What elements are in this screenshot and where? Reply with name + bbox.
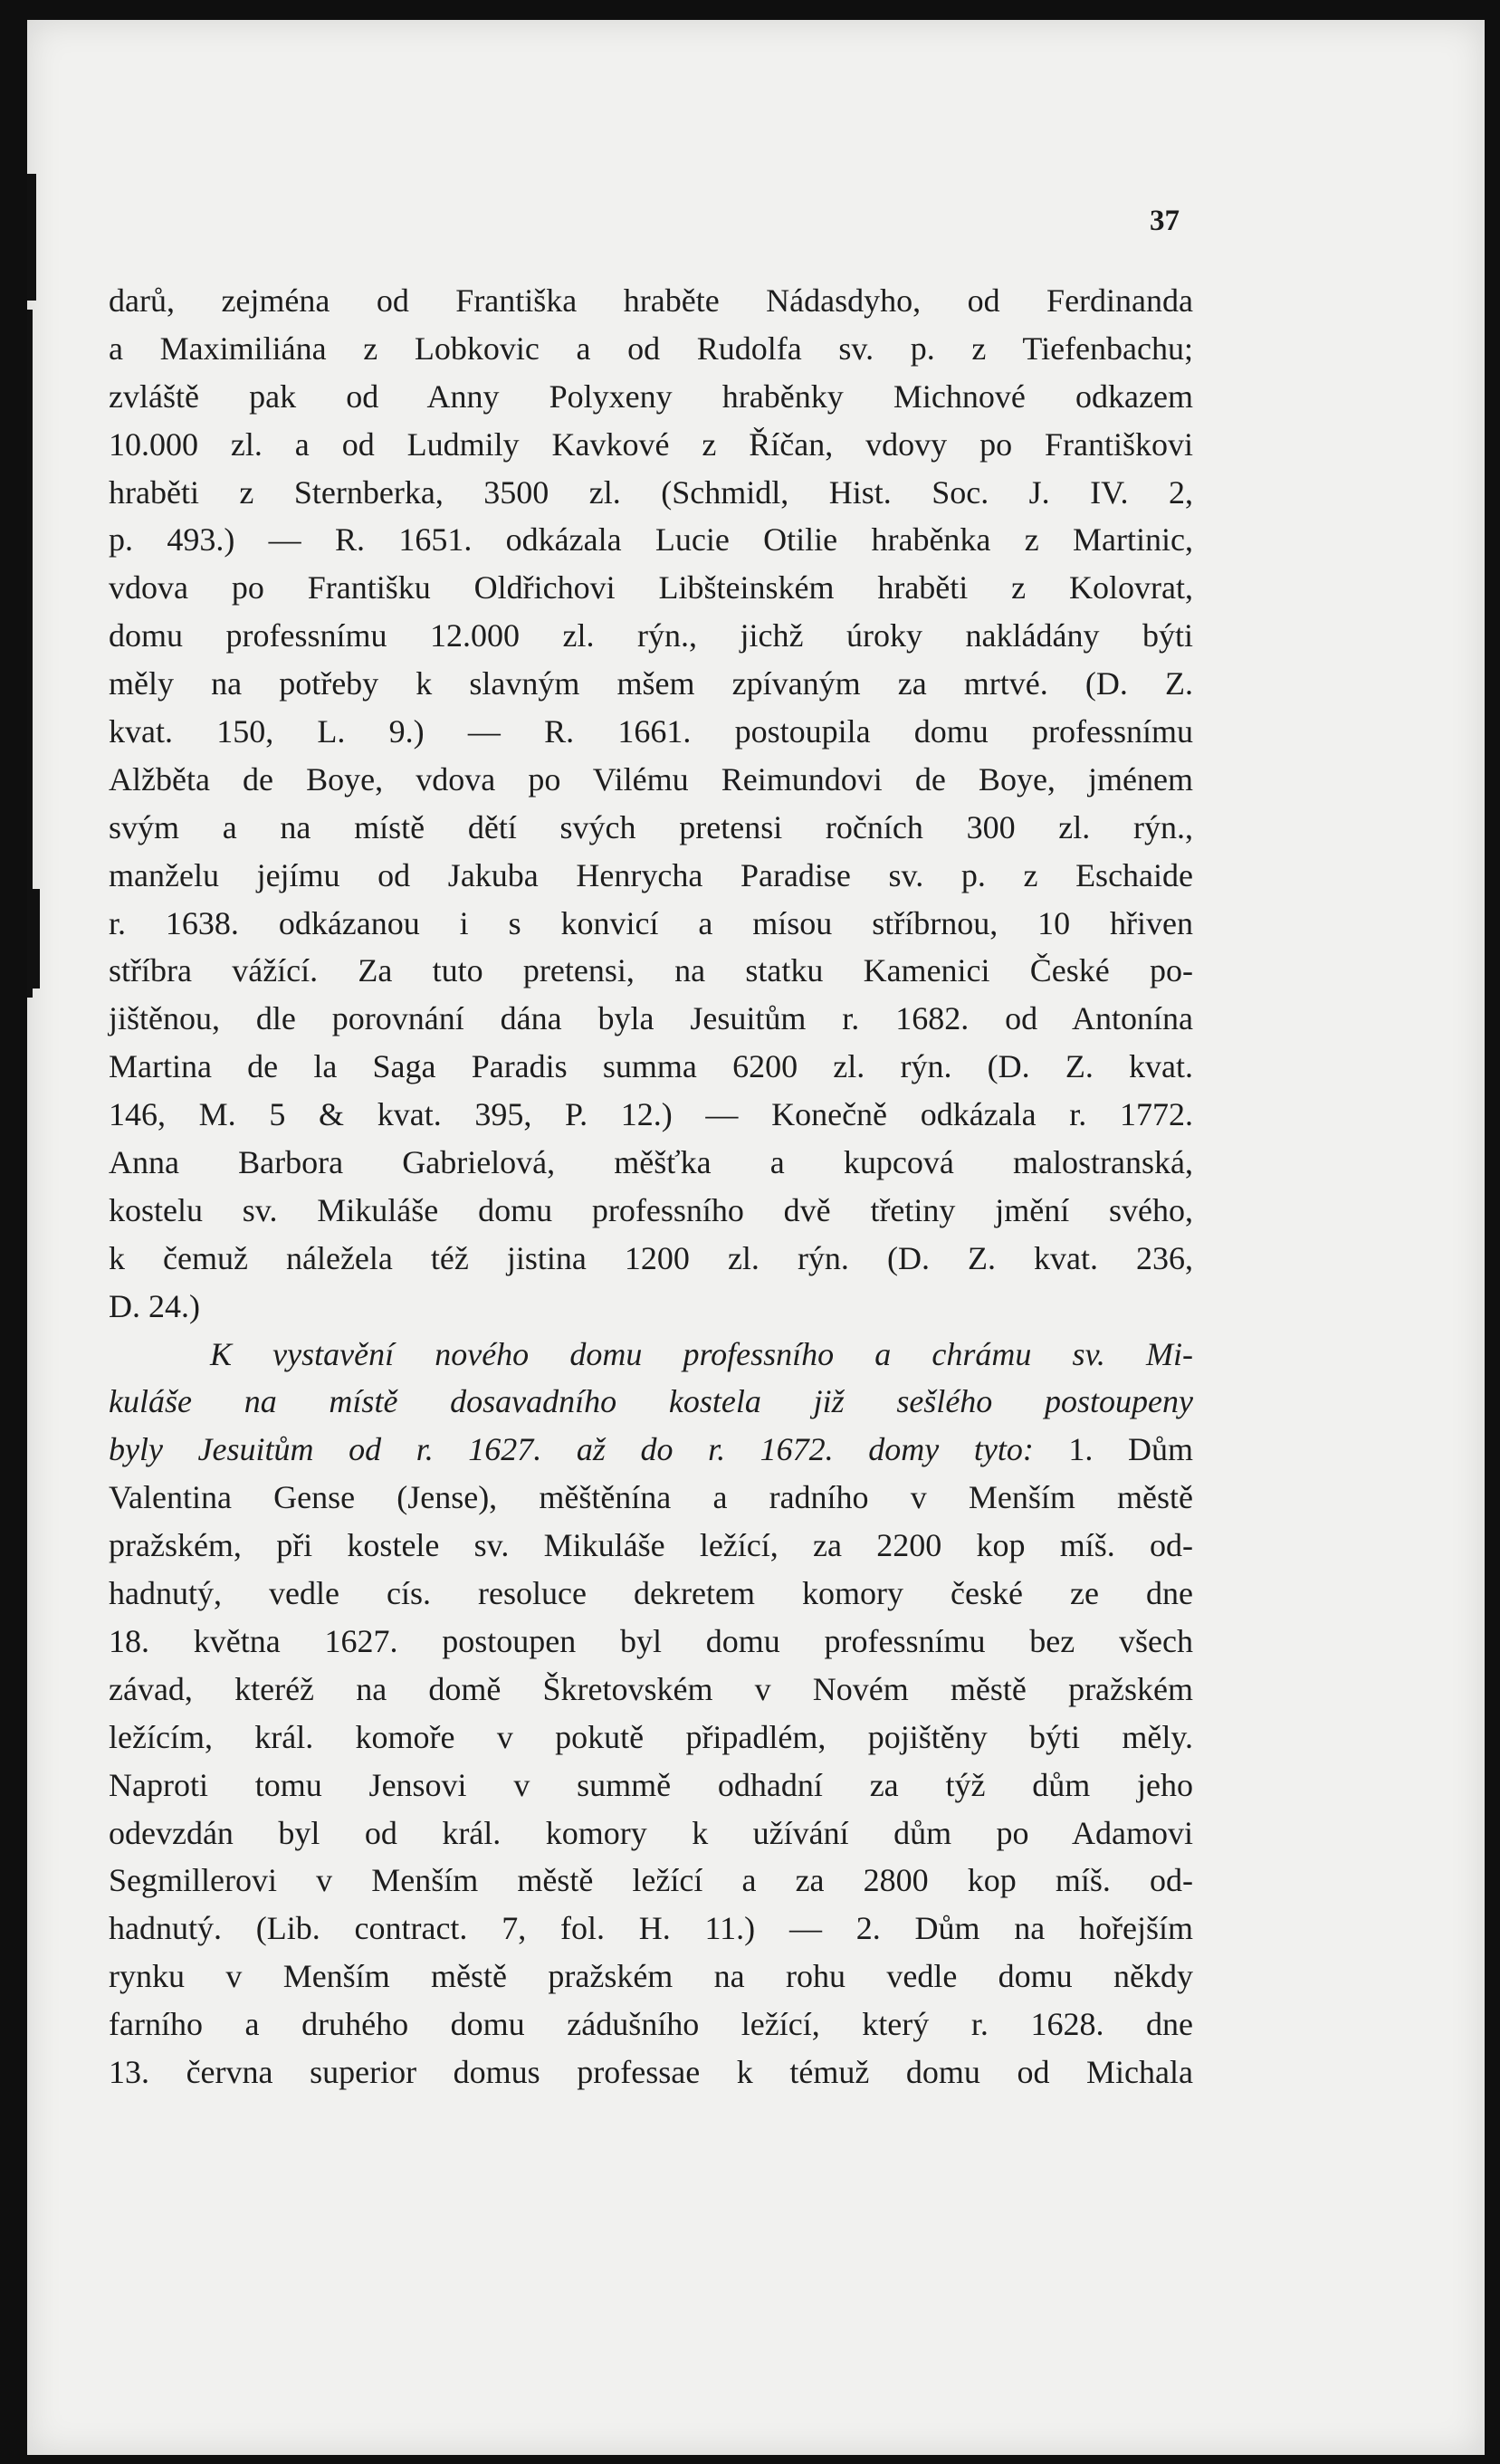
text-line: stříbra vážící. Za tuto pretensi, na statku Kamenici České po-	[109, 952, 1193, 989]
italic-heading-line: K vystavění nového domu professního a chrámu sv. Mi-	[210, 1335, 1193, 1372]
binding-mark	[27, 889, 40, 988]
page-number: 37	[1150, 205, 1180, 237]
text-line: Martina de la Saga Paradis summa 6200 zl. rýn. (D. Z. kvat.	[109, 1048, 1193, 1085]
text-line: jištěnou, dle porovnání dána byla Jesuitům r. 1682. od Antonína	[109, 1000, 1193, 1037]
mixed-heading-line	[109, 1426, 1193, 1474]
text-line: kostelu sv. Mikuláše domu professního dvě třetiny jmění svého,	[109, 1191, 1193, 1228]
text-line: svým a na místě dětí svých pretensi ročních 300 zl. rýn.,	[109, 808, 1193, 845]
binding-mark	[27, 174, 36, 301]
text-line: hraběti z Sternberka, 3500 zl. (Schmidl, Hist. Soc. J. IV. 2,	[109, 473, 1193, 511]
text-line: ležícím, král. komoře v pokutě připadlém, pojištěny býti měly.	[109, 1718, 1193, 1755]
text-line: kvat. 150, L. 9.) — R. 1661. postoupila domu professnímu	[109, 713, 1193, 750]
text-line: zvláště pak od Anny Polyxeny hraběnky Michnové odkazem	[109, 377, 1193, 415]
text-line: Naproti tomu Jensovi v summě odhadní za týž dům jeho	[109, 1766, 1193, 1803]
text-line: a Maximiliána z Lobkovic a od Rudolfa sv. p. z Tiefenbachu;	[109, 329, 1193, 367]
roman-fragment: 1. Dům	[1033, 1431, 1193, 1468]
text-line: r. 1638. odkázanou i s konvicí a mísou stříbrnou, 10 hřiven	[109, 904, 1193, 941]
text-line: hadnutý, vedle cís. resoluce dekretem komory české ze dne	[109, 1575, 1193, 1612]
text-line: pražském, při kostele sv. Mikuláše ležící, za 2200 kop míš. od-	[109, 1527, 1193, 1564]
text-line: p. 493.) — R. 1651. odkázala Lucie Otilie hraběnka z Martinic,	[109, 521, 1193, 559]
text-line: domu professnímu 12.000 zl. rýn., jichž úroky nakládány býti	[109, 617, 1193, 654]
text-line: rynku v Menším městě pražském na rohu vedle domu někdy	[109, 1958, 1193, 1995]
text-line: odevzdán byl od král. komory k užívání dům po Adamovi	[109, 1814, 1193, 1851]
text-line: D. 24.)	[109, 1287, 200, 1324]
text-line: 13. června superior domus professae k témuž domu od Michala	[109, 2053, 1193, 2090]
text-line: Segmillerovi v Menším městě ležící a za 2800 kop míš. od-	[109, 1862, 1193, 1899]
text-line: 18. května 1627. postoupen byl domu professnímu bez všech	[109, 1622, 1193, 1659]
text-line: 10.000 zl. a od Ludmily Kavkové z Říčan, vdovy po Františkovi	[109, 425, 1193, 463]
text-line: 146, M. 5 & kvat. 395, P. 12.) — Konečně odkázala r. 1772.	[109, 1096, 1193, 1133]
body-text	[109, 277, 1193, 2096]
text-line: hadnutý. (Lib. contract. 7, fol. H. 11.) — 2. Dům na hořejším	[109, 1910, 1193, 1947]
text-line: Alžběta de Boye, vdova po Vilému Reimundovi de Boye, jménem	[109, 760, 1193, 797]
text-line: darů, zejména od Františka hraběte Nádasdyho, od Ferdinanda	[109, 282, 1193, 319]
text-line: k čemuž náležela též jistina 1200 zl. rýn. (D. Z. kvat. 236,	[109, 1239, 1193, 1276]
text-line: manželu jejímu od Jakuba Henrycha Paradise sv. p. z Eschaide	[109, 856, 1193, 893]
text-line: Anna Barbora Gabrielová, měšťka a kupcová malostranská,	[109, 1144, 1193, 1181]
italic-heading-line: kuláše na místě dosavadního kostela již sešlého postoupeny	[109, 1383, 1193, 1420]
italic-heading-fragment: byly Jesuitům od r. 1627. až do r. 1672. domy tyto:	[109, 1431, 1034, 1468]
text-line: závad, kteréž na domě Škretovském v Novém městě pražském	[109, 1670, 1193, 1707]
text-line: farního a druhého domu zádušního ležící, který r. 1628. dne	[109, 2006, 1193, 2043]
text-line: Valentina Gense (Jense), měštěnína a radního v Menším městě	[109, 1479, 1193, 1516]
text-line: měly na potřeby k slavným mšem zpívaným za mrtvé. (D. Z.	[109, 665, 1193, 702]
text-line: vdova po Františku Oldřichovi Libšteinském hraběti z Kolovrat,	[109, 569, 1193, 606]
